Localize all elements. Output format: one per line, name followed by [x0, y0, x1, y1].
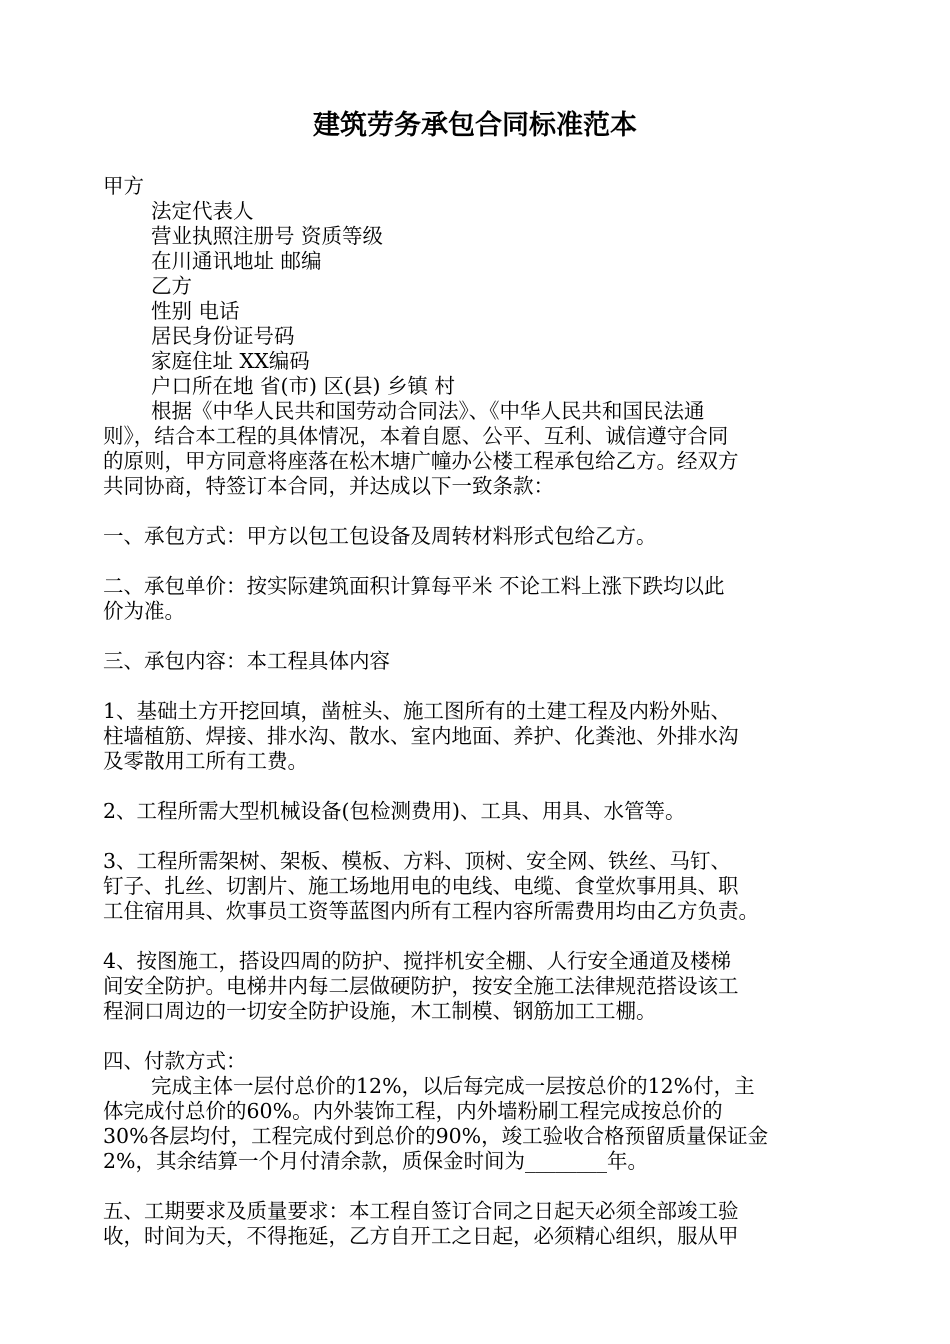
paragraph-gap: [103, 824, 853, 849]
party-a-label: 甲方: [103, 174, 144, 198]
item-1-line: 1、基础土方开挖回填，凿桩头、施工图所有的土建工程及内粉外贴、: [103, 699, 732, 723]
clause-5-line: 五、工期要求及质量要求：本工程自签订合同之日起天必须全部竣工验: [103, 1199, 739, 1223]
preamble-line: 根据《中华人民共和国劳动合同法》、《中华人民共和国民法通: [151, 399, 705, 423]
party-field-address: 在川通讯地址 邮编: [151, 249, 322, 273]
clause-3: 三、承包内容：本工程具体内容: [103, 649, 390, 673]
paragraph-gap: [103, 674, 853, 699]
clause-4-heading: 四、付款方式：: [103, 1049, 247, 1073]
clause-4-line: 30%各层均付，工程完成付到总价的90%，竣工验收合格预留质量保证金: [103, 1124, 769, 1148]
clause-2-line: 价为准。: [103, 599, 185, 623]
clause-2-line: 二、承包单价：按实际建筑面积计算每平米 不论工料上涨下跌均以此: [103, 574, 725, 598]
party-field-gender-phone: 性别 电话: [151, 299, 240, 323]
item-4-line: 间安全防护。电梯井内每二层做硬防护，按安全施工法律规范搭设该工: [103, 974, 739, 998]
preamble-line: 共同协商，特签订本合同，并达成以下一致条款：: [103, 474, 554, 498]
party-field-license-number: 营业执照注册号 资质等级: [151, 224, 384, 248]
document-title: 建筑劳务承包合同标准范本: [313, 110, 637, 141]
clause-4-line: 完成主体一层付总价的12%，以后每完成一层按总价的12%付，主: [151, 1074, 755, 1098]
clause-4-line: 2%，其余结算一个月付清余款，质保金时间为________年。: [103, 1149, 649, 1173]
paragraph-gap: [103, 624, 853, 649]
clause-4-line: 体完成付总价的60%。内外装饰工程，内外墙粉刷工程完成按总价的: [103, 1099, 723, 1123]
item-1-line: 及零散用工所有工费。: [103, 749, 308, 773]
paragraph-gap: [103, 549, 853, 574]
item-1-line: 柱墙植筋、焊接、排水沟、散水、室内地面、养护、化粪池、外排水沟: [103, 724, 739, 748]
item-3-line: 工住宿用具、炊事员工资等蓝图内所有工程内容所需费用均由乙方负责。: [103, 899, 759, 923]
paragraph-gap: [103, 499, 853, 524]
preamble-line: 的原则，甲方同意将座落在松木塘广幢办公楼工程承包给乙方。经双方: [103, 449, 739, 473]
party-field-id-number: 居民身份证号码: [151, 324, 295, 348]
document-body: [103, 174, 853, 1249]
item-4-line: 4、按图施工，搭设四周的防护、搅拌机安全棚、人行安全通道及楼梯: [103, 949, 732, 973]
clause-1: 一、承包方式：甲方以包工包设备及周转材料形式包给乙方。: [103, 524, 657, 548]
party-field-household-registration: 户口所在地 省(市) 区(县) 乡镇 村: [151, 374, 456, 398]
item-3-line: 3、工程所需架树、架板、模板、方料、顶树、安全网、铁丝、马钉、: [103, 849, 732, 873]
item-4-line: 程洞口周边的一切安全防护设施，木工制模、钢筋加工工棚。: [103, 999, 657, 1023]
clause-5-line: 收，时间为天，不得拖延，乙方自开工之日起，必须精心组织，服从甲: [103, 1224, 739, 1248]
paragraph-gap: [103, 774, 853, 799]
item-3-line: 钉子、扎丝、切割片、施工场地用电的电线、电缆、食堂炊事用具、职: [103, 874, 739, 898]
paragraph-gap: [103, 1174, 853, 1199]
party-field-legal-representative: 法定代表人: [151, 199, 254, 223]
preamble-line: 则》，结合本工程的具体情况，本着自愿、公平、互利、诚信遵守合同: [103, 424, 729, 448]
paragraph-gap: [103, 924, 853, 949]
paragraph-gap: [103, 1024, 853, 1049]
party-field-home-address: 家庭住址 XX编码: [151, 349, 310, 373]
item-2: 2、工程所需大型机械设备(包检测费用)、工具、用具、水管等。: [103, 799, 686, 823]
party-b-label: 乙方: [151, 274, 192, 298]
